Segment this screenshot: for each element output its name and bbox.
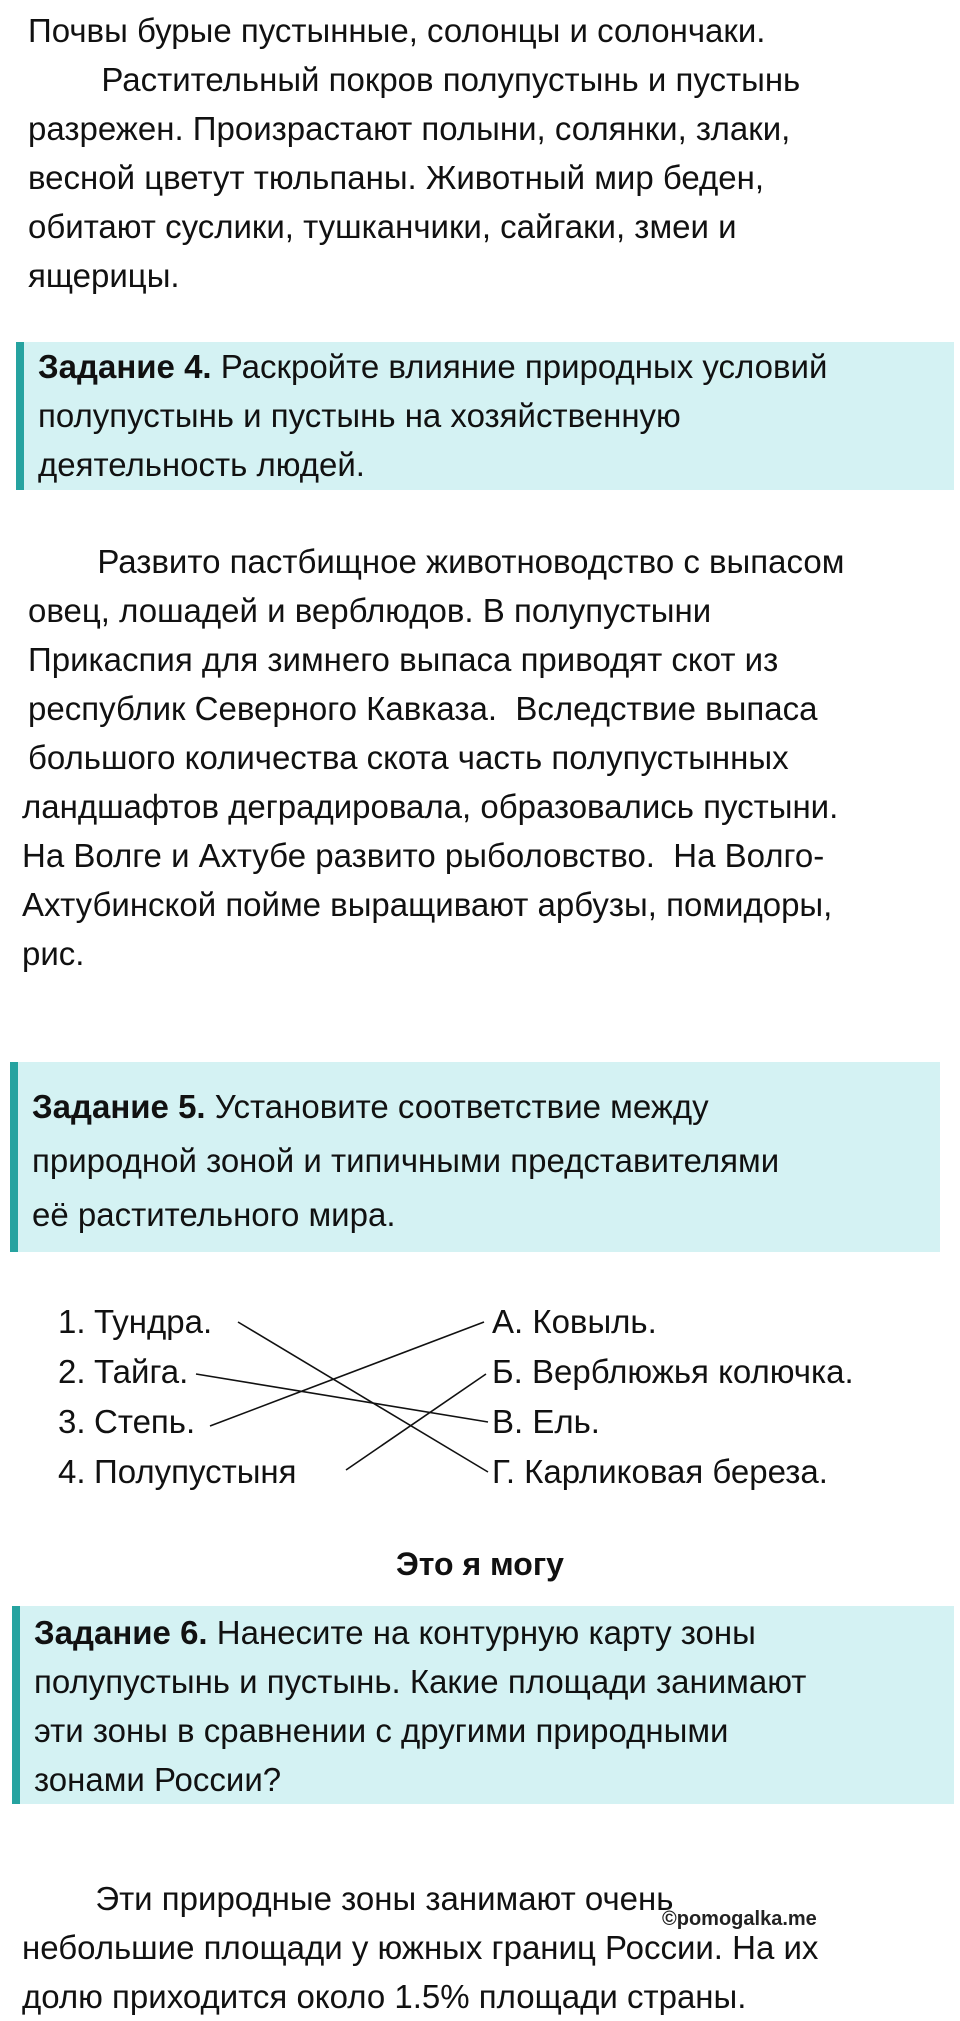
answer-4-line: овец, лошадей и верблюдов. В полупустыни [28,592,712,629]
task-6-line: эти зоны в сравнении с другими природными [34,1712,729,1749]
answer-6-line: долю приходится около 1.5% площади страны. [22,1978,747,2015]
match-line-semidesert-camelthorn [346,1374,486,1470]
right-item-g: Г. Карликовая береза. [492,1453,828,1490]
item-number: 4. [58,1453,86,1490]
watermark: ©pomogalka.me [662,1908,817,1930]
right-item-v: В. Ель. [492,1403,600,1440]
task-4-label: Задание 4. [38,348,212,385]
intro-line: обитают суслики, тушканчики, сайгаки, змеи и [28,208,737,245]
item-number: 3. [58,1403,86,1440]
item-number: 1. [58,1303,86,1340]
task-4-text: Раскройте влияние природных условий [211,348,828,385]
item-text: Тундра. [94,1303,213,1340]
answer-4-line: ландшафтов деградировала, образовались пустыни. [22,788,839,825]
answer-4-line: Ахтубинской пойме выращивают арбузы, помидоры, [22,886,833,923]
answer-4-line: На Волге и Ахтубе развито рыболовство. На Волго- [22,837,825,874]
item-text: Тайга. [94,1353,189,1390]
task-5-label: Задание 5. [32,1088,206,1125]
task-6-label: Задание 6. [34,1614,208,1651]
task-6-box [12,1606,954,1804]
answer-6-line: небольшие площади у южных границ России. На их [22,1929,819,1966]
intro-line: Почвы бурые пустынные, солонцы и солончаки. [28,12,766,49]
task-4-line: полупустынь и пустынь на хозяйственную [38,397,681,434]
task-5-line: природной зоной и типичными представителями [32,1142,780,1179]
right-item-b: Б. Верблюжья колючка. [492,1353,854,1390]
intro-line: Растительный покров полупустынь и пустынь [28,61,801,98]
answer-4-line: Развито пастбищное животноводство с выпасом [24,543,845,580]
task-6-line: полупустынь и пустынь. Какие площади занимают [34,1663,807,1700]
match-line-tundra-birch [238,1322,488,1472]
task-5-text: Установите соответствие между [205,1088,709,1125]
item-number: 2. [58,1353,86,1390]
section-heading: Это я могу [396,1546,564,1582]
item-text: Степь. [94,1403,196,1440]
task-6-line: зонами России? [34,1761,282,1798]
task-5-line: её растительного мира. [32,1196,396,1233]
answer-6-paragraph [22,1874,818,2021]
answer-4-line: республик Северного Кавказа. Вследствие выпаса [28,690,818,727]
item-text: Полупустыня [94,1453,297,1490]
task-6-line [34,1608,954,1657]
task-4-line: деятельность людей. [38,446,365,483]
match-line-steppe-feathergrass [210,1322,484,1426]
task-6-text: Нанесите на контурную карту зоны [207,1614,756,1651]
intro-line: ящерицы. [28,257,180,294]
answer-4-line: рис. [22,935,85,972]
answer-6-line: Эти природные зоны занимают очень [22,1880,674,1917]
intro-line: весной цветут тюльпаны. Животный мир беден, [28,159,765,196]
right-item-a: А. Ковыль. [492,1303,657,1340]
answer-4-line: большого количества скота часть полупустынных [28,739,789,776]
answer-4-line: Прикаспия для зимнего выпаса приводят скот из [28,641,779,678]
intro-line: разрежен. Произрастают полыни, солянки, злаки, [28,110,791,147]
